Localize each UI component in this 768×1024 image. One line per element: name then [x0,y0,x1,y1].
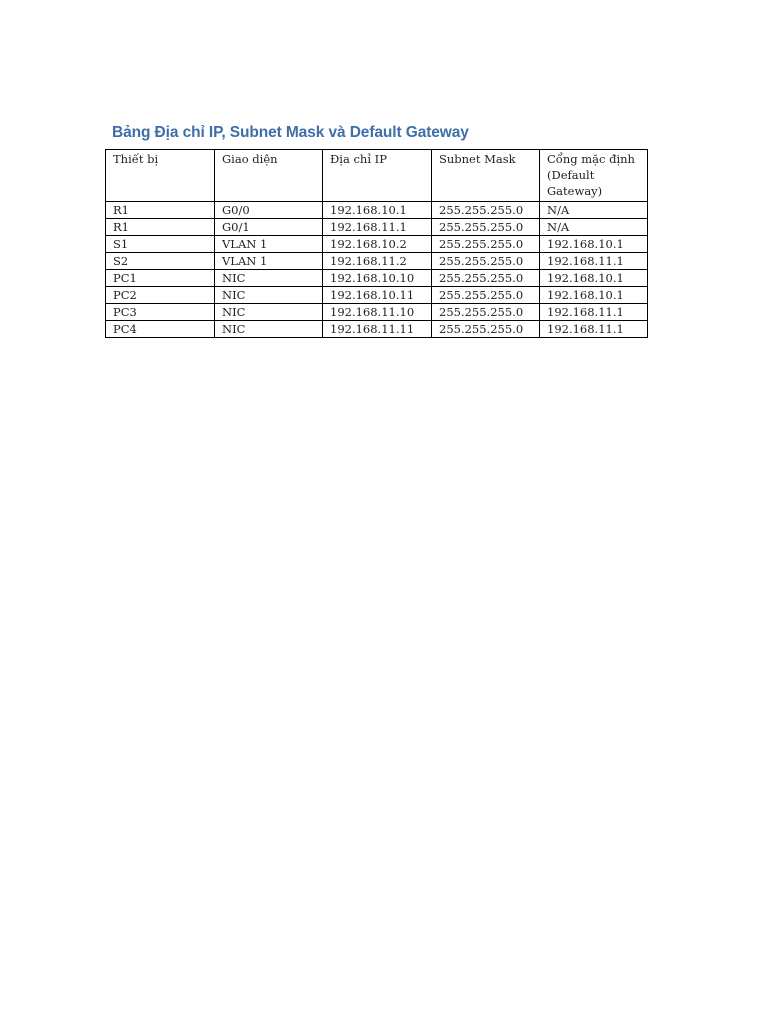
table-row [106,321,648,338]
cell-interface: NIC [215,287,323,304]
cell-default-gateway: 192.168.10.1 [540,236,648,253]
cell-interface: NIC [215,270,323,287]
cell-device: PC3 [106,304,215,321]
cell-interface: G0/0 [215,202,323,219]
cell-interface: G0/1 [215,219,323,236]
cell-interface: NIC [215,304,323,321]
cell-ip-address: 192.168.11.11 [323,321,432,338]
table-row [106,202,648,219]
cell-device: S1 [106,236,215,253]
header-subnet-mask: Subnet Mask [432,150,540,202]
cell-device: R1 [106,202,215,219]
cell-subnet-mask: 255.255.255.0 [432,270,540,287]
cell-interface: VLAN 1 [215,253,323,270]
cell-subnet-mask: 255.255.255.0 [432,202,540,219]
ip-address-table [105,149,648,338]
cell-device: PC1 [106,270,215,287]
table-header-row [106,150,648,202]
table-row [106,270,648,287]
cell-default-gateway: 192.168.11.1 [540,304,648,321]
table-title: Bảng Địa chỉ IP, Subnet Mask và Default Gateway [112,124,469,141]
cell-default-gateway: 192.168.11.1 [540,321,648,338]
header-default-gateway: Cổng mặc định (Default Gateway) [540,150,648,202]
cell-subnet-mask: 255.255.255.0 [432,236,540,253]
cell-default-gateway: 192.168.11.1 [540,253,648,270]
cell-device: S2 [106,253,215,270]
cell-default-gateway: N/A [540,219,648,236]
cell-subnet-mask: 255.255.255.0 [432,253,540,270]
table-row [106,219,648,236]
table-row [106,304,648,321]
cell-subnet-mask: 255.255.255.0 [432,321,540,338]
cell-ip-address: 192.168.10.10 [323,270,432,287]
header-device: Thiết bị [106,150,215,202]
cell-ip-address: 192.168.11.10 [323,304,432,321]
header-interface: Giao diện [215,150,323,202]
cell-subnet-mask: 255.255.255.0 [432,304,540,321]
cell-ip-address: 192.168.11.1 [323,219,432,236]
table-row [106,253,648,270]
cell-default-gateway: 192.168.10.1 [540,287,648,304]
table-row [106,236,648,253]
table-row [106,287,648,304]
cell-ip-address: 192.168.11.2 [323,253,432,270]
cell-interface: VLAN 1 [215,236,323,253]
cell-subnet-mask: 255.255.255.0 [432,219,540,236]
cell-device: R1 [106,219,215,236]
cell-ip-address: 192.168.10.1 [323,202,432,219]
cell-default-gateway: 192.168.10.1 [540,270,648,287]
cell-default-gateway: N/A [540,202,648,219]
cell-ip-address: 192.168.10.2 [323,236,432,253]
cell-ip-address: 192.168.10.11 [323,287,432,304]
cell-interface: NIC [215,321,323,338]
cell-device: PC2 [106,287,215,304]
header-ip-address: Địa chỉ IP [323,150,432,202]
cell-device: PC4 [106,321,215,338]
cell-subnet-mask: 255.255.255.0 [432,287,540,304]
